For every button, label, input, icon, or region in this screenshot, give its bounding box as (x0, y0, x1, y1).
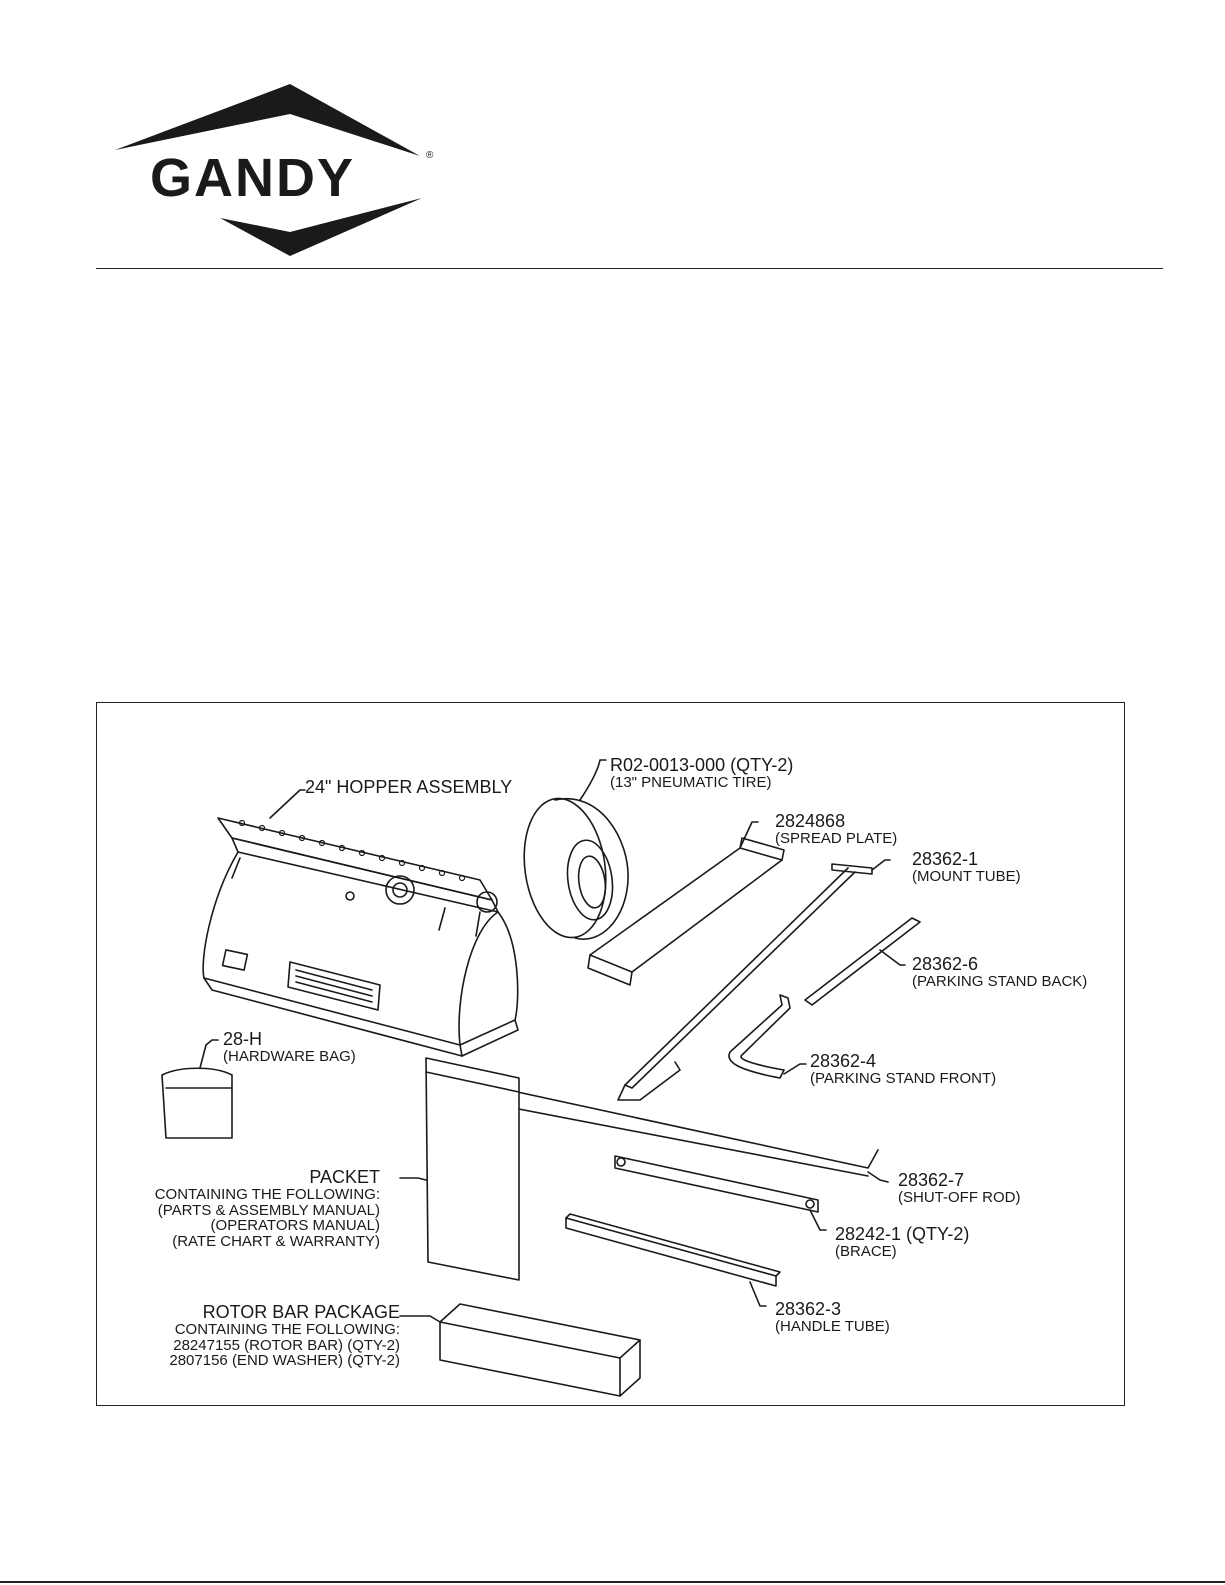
callout-hardware-bag (223, 1030, 356, 1065)
hopper-assembly-label: 24" HOPPER ASSEMBLY (305, 777, 513, 797)
logo-trademark: ® (426, 150, 434, 161)
callout-rotor-bar-package (110, 1303, 400, 1369)
brace-part-number: 28242-1 (QTY-2) (835, 1224, 970, 1244)
rotor-bar-package-line: 28247155 (ROTOR BAR) (QTY-2) (173, 1336, 400, 1354)
callout-mount-tube (912, 850, 1021, 885)
logo-wordmark: GANDY (150, 148, 356, 208)
spread-plate-part-number: 2824868 (775, 811, 846, 831)
packet-line: (OPERATORS MANUAL) (210, 1217, 380, 1235)
shut-off-rod-part-number: 28362-7 (898, 1170, 965, 1190)
mount-tube-description: (MOUNT TUBE) (912, 867, 1021, 885)
footer-divider (0, 1581, 1225, 1583)
parking-stand-back-part-number: 28362-6 (912, 954, 979, 974)
hardware-bag-description: (HARDWARE BAG) (223, 1047, 356, 1065)
callout-parking-stand-front (810, 1052, 996, 1087)
packet-line: (PARTS & ASSEMBLY MANUAL) (157, 1201, 380, 1219)
packet-line: (RATE CHART & WARRANTY) (172, 1233, 380, 1251)
header-divider (96, 268, 1163, 269)
spread-plate-description: (SPREAD PLATE) (775, 829, 898, 847)
rotor-bar-package-title: ROTOR BAR PACKAGE (202, 1302, 400, 1322)
callout-packet (100, 1168, 380, 1250)
brace-description: (BRACE) (835, 1242, 897, 1260)
packet-line: CONTAINING THE FOLLOWING: (154, 1185, 380, 1203)
handle-tube-part-number: 28362-3 (775, 1299, 842, 1319)
packet-title: PACKET (309, 1167, 380, 1187)
shut-off-rod-description: (SHUT-OFF ROD) (898, 1188, 1021, 1206)
rotor-bar-package-line: CONTAINING THE FOLLOWING: (174, 1320, 400, 1338)
callout-brace (835, 1225, 969, 1260)
hardware-bag-part-number: 28-H (223, 1029, 263, 1049)
parking-stand-front-description: (PARKING STAND FRONT) (810, 1069, 997, 1087)
callout-shut-off-rod (898, 1171, 1020, 1206)
callout-hopper-assembly (305, 778, 512, 797)
tire-description: (13" PNEUMATIC TIRE) (610, 773, 772, 791)
callout-handle-tube (775, 1300, 890, 1335)
gandy-logo (110, 80, 440, 260)
handle-tube-description: (HANDLE TUBE) (775, 1317, 890, 1335)
parking-stand-front-part-number: 28362-4 (810, 1051, 877, 1071)
parking-stand-back-description: (PARKING STAND BACK) (912, 972, 1088, 990)
logo-top-chevron (115, 84, 420, 156)
callout-tire (610, 756, 793, 791)
mount-tube-part-number: 28362-1 (912, 849, 979, 869)
tire-part-number: R02-0013-000 (QTY-2) (610, 755, 794, 775)
callout-spread-plate (775, 812, 897, 847)
rotor-bar-package-line: 2807156 (END WASHER) (QTY-2) (169, 1352, 400, 1370)
callout-parking-stand-back (912, 955, 1087, 990)
